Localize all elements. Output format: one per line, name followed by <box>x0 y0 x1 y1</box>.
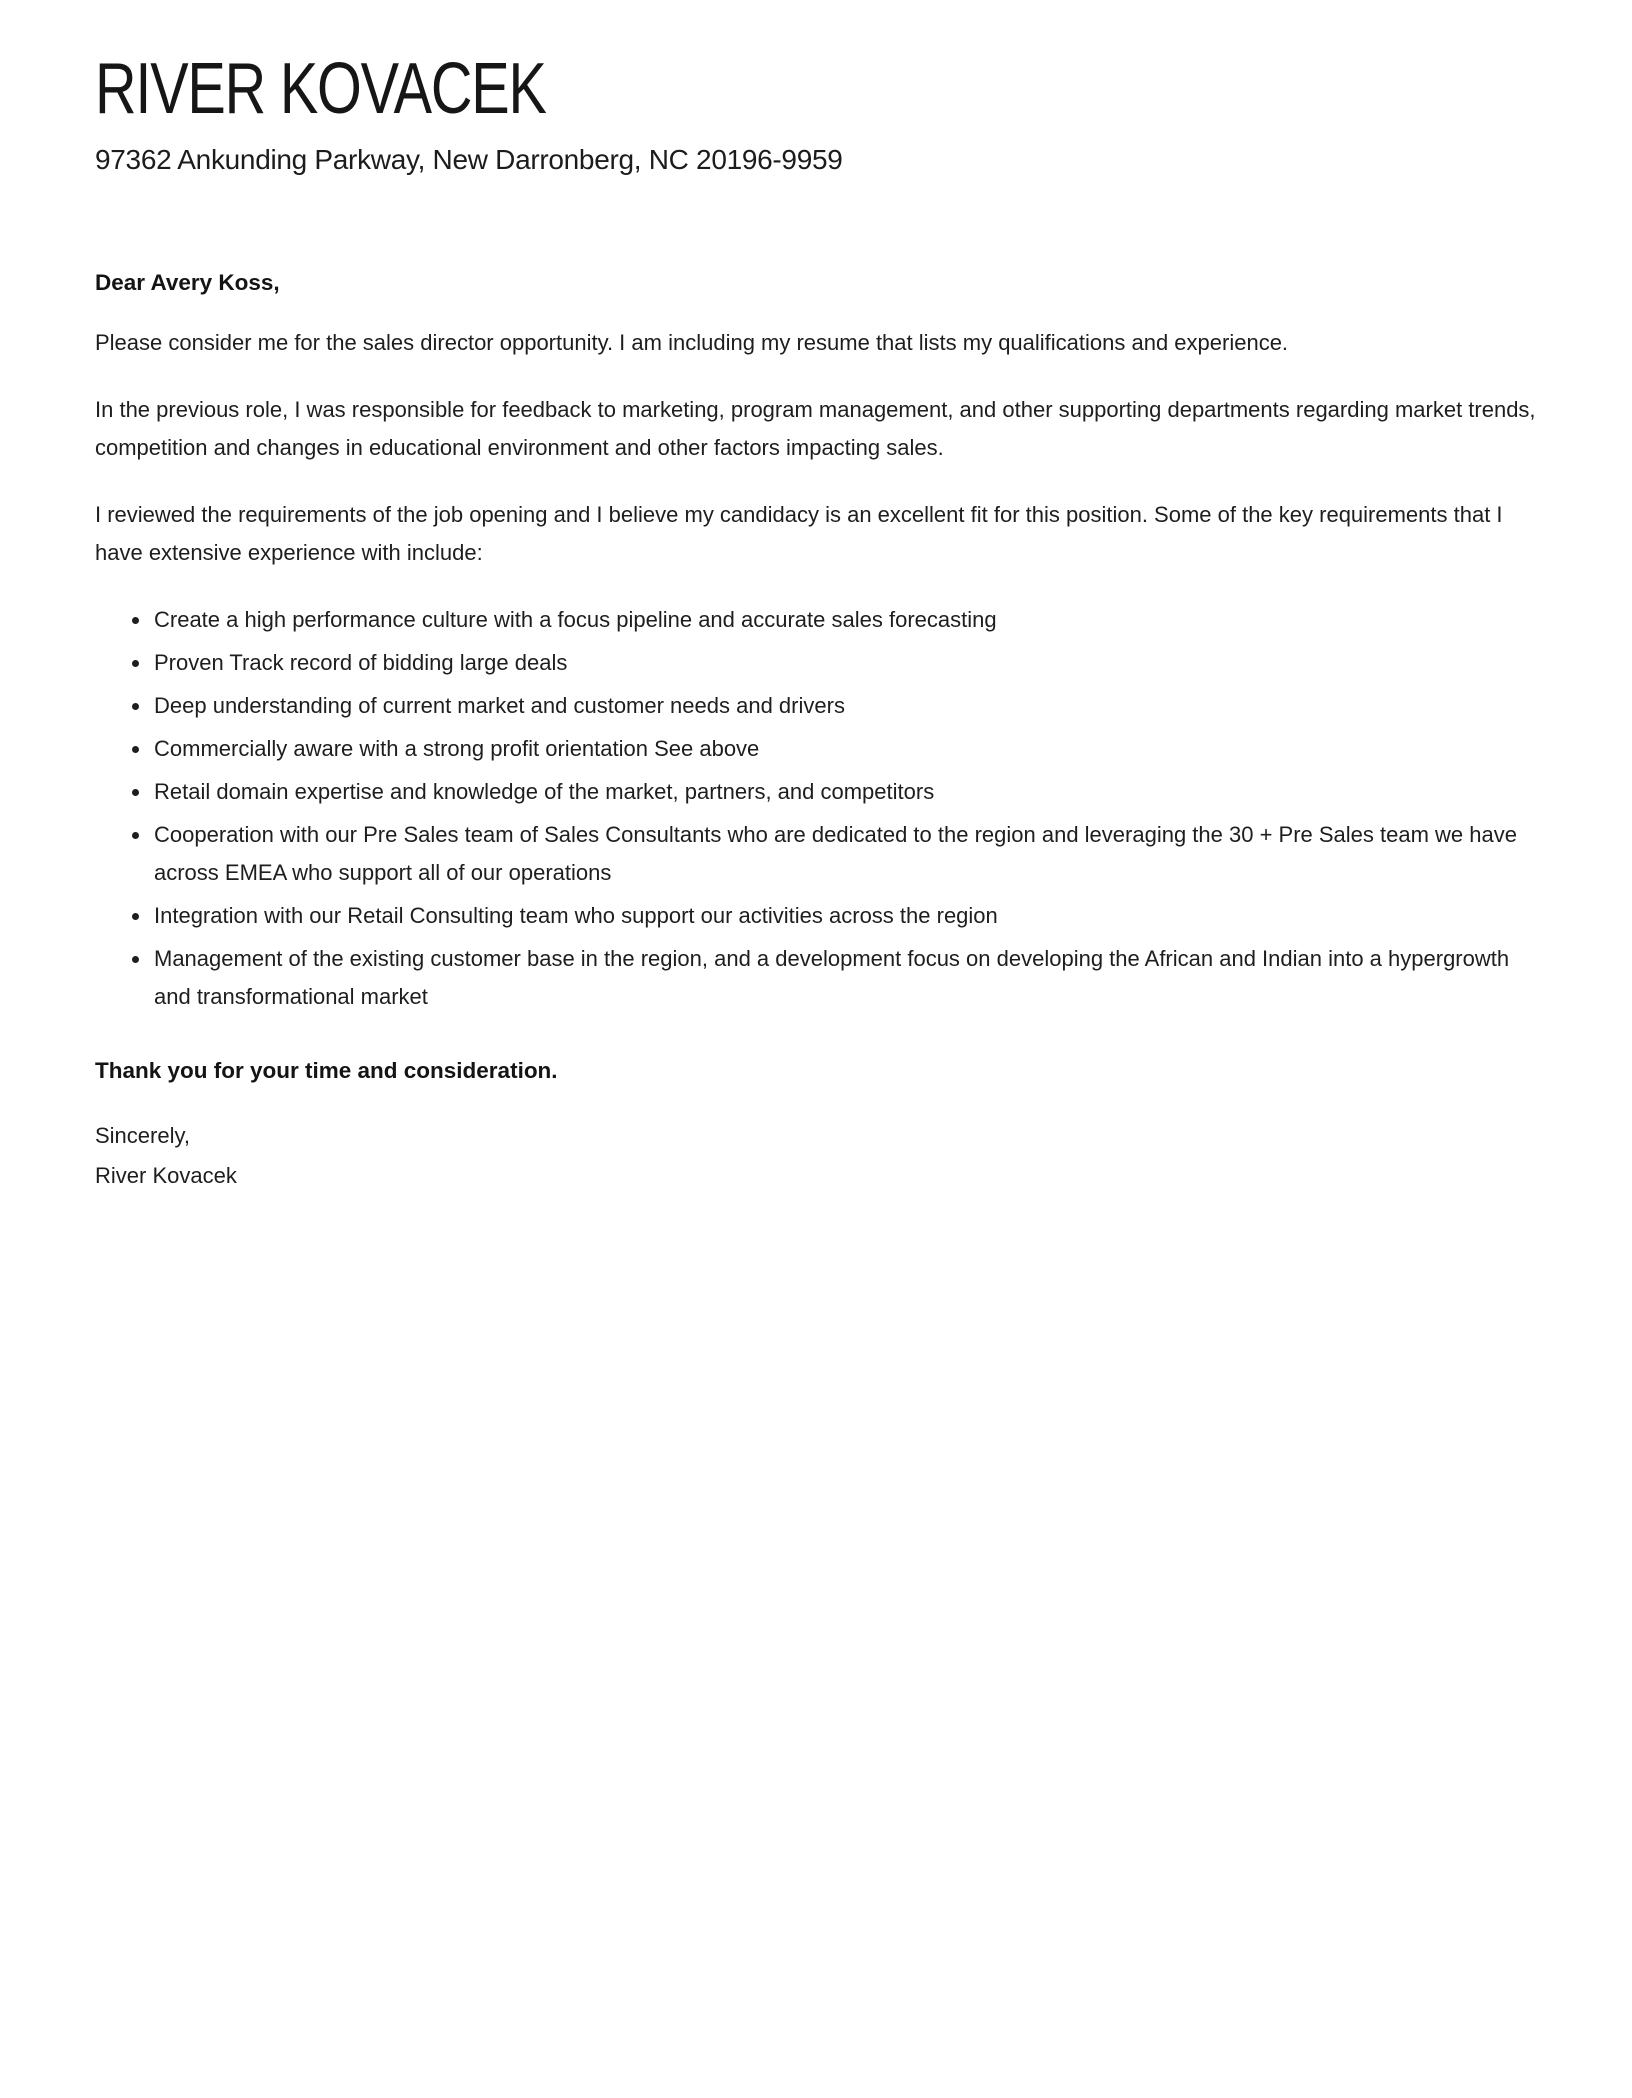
requirement-item: • Create a high performance culture with a focus pipeline and accurate sales forecasting <box>152 601 1537 639</box>
greeting-line: Dear Avery Koss, <box>95 269 280 295</box>
closing-thanks-line: Thank you for your time and consideration. <box>95 1057 558 1083</box>
applicant-name-heading: RIVER KOVACEK <box>95 49 546 129</box>
paragraph-previous-role: In the previous role, I was responsible for feedback to marketing, program management, and other supporting departments regarding market trends, competition and changes in educational environment and other factors impacting sales. <box>95 396 1536 460</box>
requirement-item: • Integration with our Retail Consulting team who support our activities across the region <box>152 897 1537 935</box>
requirement-item: • Management of the existing customer base in the region, and a development focus on developing the African and Indian into a hypergrowth and transformational market <box>152 940 1537 1016</box>
requirement-item: • Cooperation with our Pre Sales team of Sales Consultants who are dedicated to the region and leveraging the 30 + Pre Sales team we have across EMEA who support all of our operations <box>152 816 1537 892</box>
requirement-item: • Proven Track record of bidding large deals <box>152 644 1537 682</box>
requirement-item: • Deep understanding of current market and customer needs and drivers <box>152 687 1537 725</box>
signature-name: River Kovacek <box>95 1162 237 1188</box>
requirement-item: • Commercially aware with a strong profit orientation See above <box>152 730 1537 768</box>
signoff-line: Sincerely, <box>95 1122 190 1148</box>
requirements-list <box>95 601 1537 1016</box>
applicant-address: 97362 Ankunding Parkway, New Darronberg, NC 20196-9959 <box>95 143 843 175</box>
signature-block <box>95 1116 1537 1196</box>
requirement-item: • Retail domain expertise and knowledge of the market, partners, and competitors <box>152 773 1537 811</box>
paragraph-requirements-lead: I reviewed the requirements of the job opening and I believe my candidacy is an excellent fit for this position. Some of the key requirements that I have extensive experience with include: <box>95 501 1503 565</box>
paragraph-intro: Please consider me for the sales director opportunity. I am including my resume that lists my qualifications and experience. <box>95 329 1289 355</box>
